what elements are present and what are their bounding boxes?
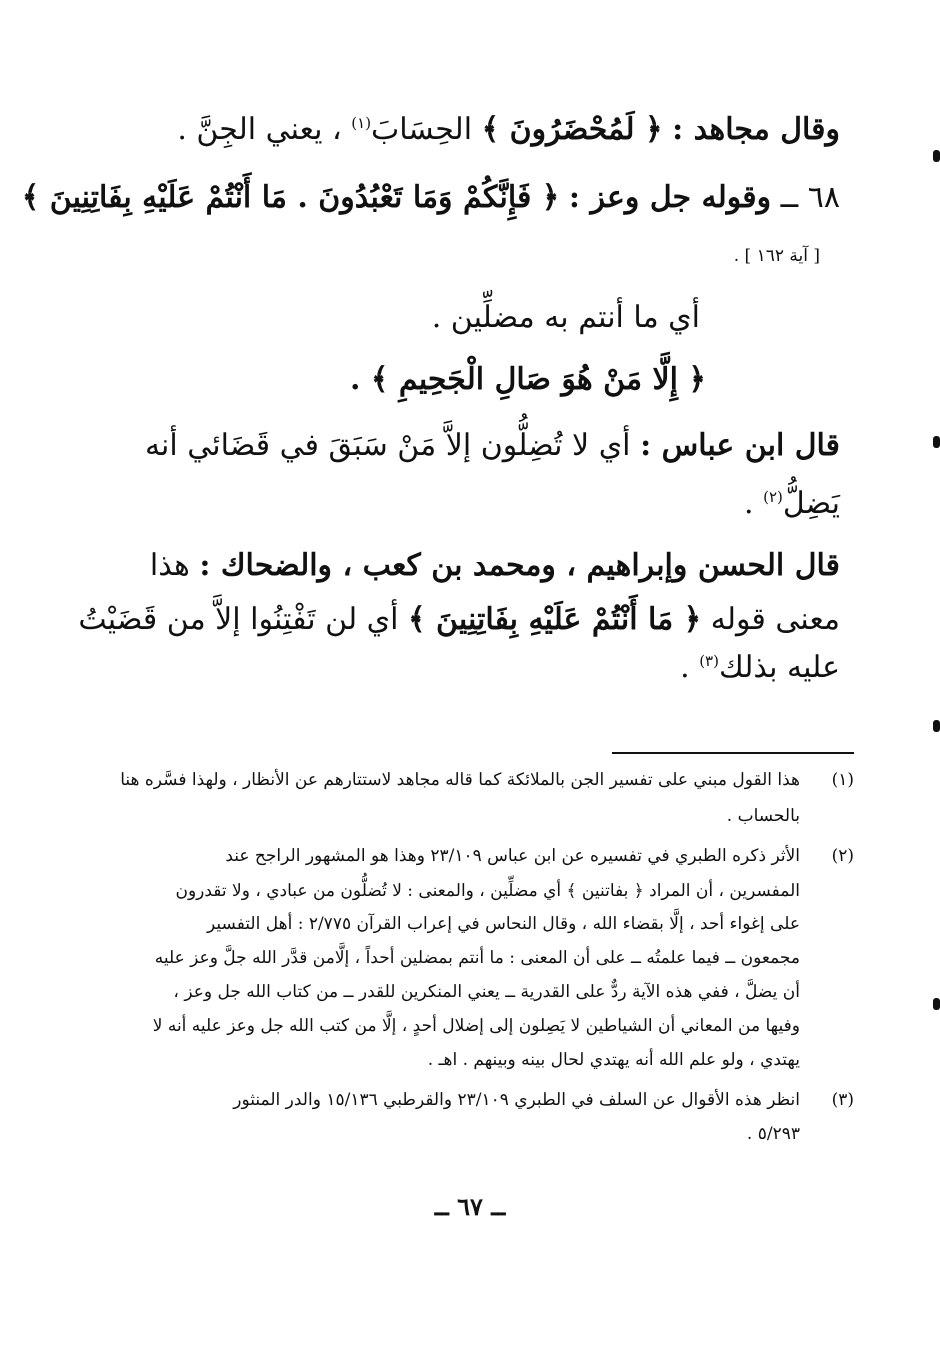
- footnote-line: وفيها من المعاني أن الشياطين لا يَصِلون إلى إضلال أحدٍ ، إلَّا من كتب الله جل وعز عليه أنه لا: [152, 1016, 800, 1036]
- footnote-rule: [612, 752, 854, 754]
- footnote-number: (١): [831, 770, 854, 790]
- footnote-line: ٥/٢٩٣ .: [746, 1124, 800, 1144]
- body-text: عليه بذلك: [718, 650, 840, 685]
- body-text: ، يعني الجِنَّ .: [177, 112, 342, 147]
- quran-quote: ﴿ مَا أَنْتُمْ عَلَيْهِ بِفَاتِنِينَ ﴾: [408, 602, 702, 637]
- scan-mark: [933, 150, 940, 162]
- ibn-abbas-line-1: [100, 428, 840, 463]
- body-text: هذا: [149, 548, 190, 583]
- footnote-line: مجمعون ــ فيما علمتُه ــ على أن المعنى : ما أنتم بمضلين أحداً ، إلَّامن قدَّر الله جلَّ وعز عليه: [154, 948, 800, 968]
- footnote-number: (٣): [831, 1090, 854, 1110]
- verse-lead: وقوله جل وعز :: [568, 180, 772, 215]
- body-text: أي لن تَفْتِنُوا إلاَّ من قَضَيْتُ: [78, 602, 399, 637]
- hasan-line-3: [100, 650, 840, 685]
- speaker-hasan: قال الحسن وإبراهيم ، ومحمد بن كعب ، والضحاك :: [199, 548, 840, 583]
- body-text: .: [680, 650, 690, 685]
- speaker-ibn-abbas: قال ابن عباس :: [640, 428, 840, 463]
- footnote-line: هذا القول مبني على تفسير الجن بالملائكة كما قاله مجاهد لاستتارهم عن الأنظار ، ولهذا فسَّره هنا: [120, 770, 800, 790]
- footnote-ref: (٢): [763, 488, 783, 506]
- page-number: ــ ٦٧ ــ: [434, 1192, 506, 1221]
- mujahid-line: [100, 112, 840, 147]
- body-text: الحِسَابَ: [371, 112, 473, 147]
- entry-number: ٦٨ ــ: [780, 180, 840, 215]
- footnote-line: الأثر ذكره الطبري في تفسيره عن ابن عباس ٢٣/١٠٩ وهذا هو المشهور الراجح عند: [225, 846, 800, 866]
- footnote-line: يهتدي ، ولو علم الله أنه يهتدي لحال بينه وبينهم . اهـ .: [427, 1050, 800, 1070]
- body-text: معنى قوله: [710, 602, 840, 637]
- ibn-abbas-line-2: [100, 486, 840, 521]
- footnote-number: (٢): [831, 846, 854, 866]
- footnote-ref: (٣): [699, 652, 719, 670]
- scan-mark: [933, 436, 940, 448]
- footnote-line: المفسرين ، أن المراد ﴿ بفاتنين ﴾ أي مضلِّين ، والمعنى : لا تُضلُّون من عبادي ، ولا تقدرون: [175, 881, 800, 901]
- footnote-line: على إغواء أحد ، إلَّا بقضاء الله ، وقال النحاس في إعراب القرآن ٢/٧٧٥ : أهل التفسير: [207, 914, 800, 934]
- quran-quote: ﴿ فَإِنَّكُمْ وَمَا تَعْبُدُونَ . مَا أَنْتُمْ عَلَيْهِ بِفَاتِنِينَ ﴾: [21, 180, 560, 215]
- body-text: يَضِلُّ: [782, 486, 840, 521]
- footnote-line: انظر هذه الأقوال عن السلف في الطبري ٢٣/١٠٩ والقرطبي ١٥/١٣٦ والدر المنثور: [233, 1090, 800, 1110]
- body-text: أي لا تُضِلُّون إلاَّ مَنْ سَبَقَ في قَضَائي أنه: [144, 428, 631, 463]
- footnote-ref: (١): [351, 114, 372, 132]
- scan-mark: [933, 720, 940, 732]
- scan-mark: [933, 998, 940, 1010]
- speaker-mujahid: وقال مجاهد :: [672, 112, 840, 147]
- explanation-line: أي ما أنتم به مضلِّين .: [431, 300, 700, 335]
- body-text: .: [744, 486, 754, 521]
- hasan-line-2: [78, 602, 840, 637]
- hasan-line-1: [100, 548, 840, 583]
- footnote-line: أن يضلَّ ، ففي هذه الآية ردٌّ على القدرية ــ يعني المنكرين للقدر ــ من كتاب الله جل وعز ،: [173, 982, 800, 1002]
- quran-quote-2: ﴿ إِلَّا مَنْ هُوَ صَالِ الْجَحِيمِ ﴾ .: [349, 362, 706, 397]
- verse-68-line: [21, 180, 840, 215]
- footnote-line: بالحساب .: [726, 806, 800, 826]
- verse-ref: [ آية ١٦٢ ] .: [733, 246, 820, 266]
- quran-quote: ﴿ لَمُحْضَرُونَ ﴾: [481, 112, 663, 147]
